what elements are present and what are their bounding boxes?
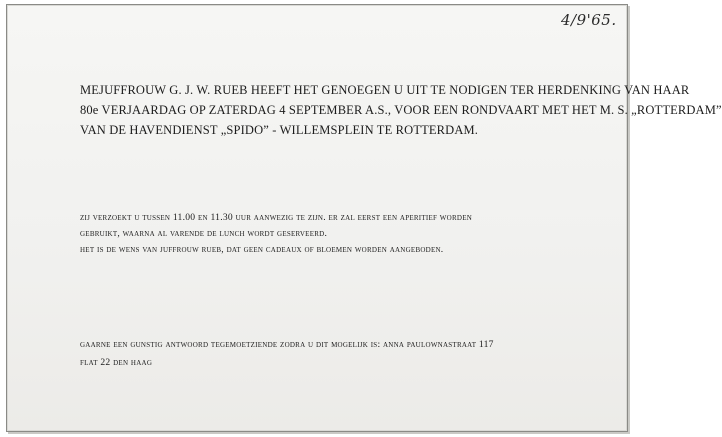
invitation-line-1: MEJUFFROUW G. J. W. RUEB HEEFT HET GENOEGEN U UIT TE NODIGEN TER HERDENKING VAN HAAR [80,83,690,97]
details-line-1: zij verzoekt u tussen 11.00 en 11.30 uur aanwezig te zijn. er zal eerst een aperitief worden [80,212,473,223]
rsvp-line-1: gaarne een gunstig antwoord tegemoetziende zodra u dit mogelijk is: anna paulownastraat 117 [80,339,494,350]
details-line-2: gebruikt, waarna al varende de lunch wordt geserveerd. [80,228,328,239]
invitation-line-3: VAN DE HAVENDIENST „SPIDO” - WILLEMSPLEIN TE ROTTERDAM. [80,123,479,137]
handwritten-date-note: 4/9'65. [561,11,617,29]
invitation-line-2: 80e VERJAARDAG OP ZATERDAG 4 SEPTEMBER A.S., VOOR EEN RONDVAART MET HET M. S. „ROTTERDAM” [80,103,722,117]
details-line-3: het is de wens van juffrouw rueb, dat geen cadeaux of bloemen worden aangeboden. [80,244,444,255]
rsvp-line-2: flat 22 den haag [80,357,153,368]
invitation-paragraph [80,80,722,140]
details-paragraph [80,210,472,258]
rsvp-paragraph [80,336,494,372]
